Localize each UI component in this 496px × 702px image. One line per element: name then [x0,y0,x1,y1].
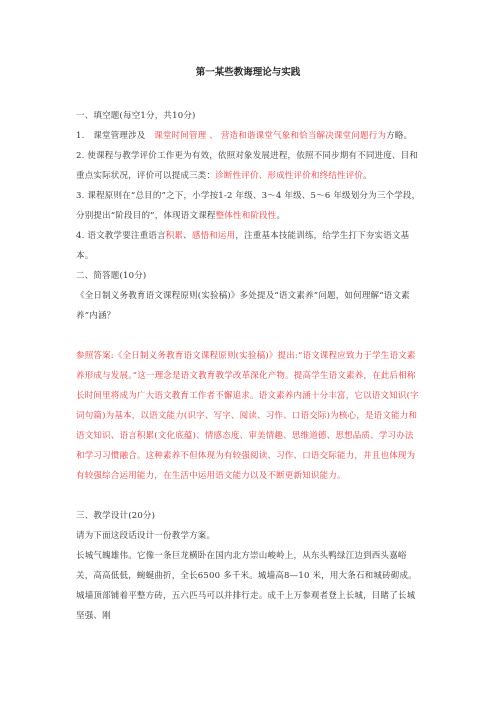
q3-text-b: 。 [276,211,286,221]
q2-text-a: 2. 使课程与教学评价工作更为有效，依照对象发展进程，依照不同步期有不同进度、目和重点实际状况，评价可以提成三类： [76,151,419,181]
design-instruction: 请为下面这段话设计一份教学方案。 [76,531,216,541]
q1-text-b: 方略。 [386,131,413,141]
page-title: 第一某些教诲理论与实践 [195,67,301,78]
section-1-heading: 一、填空题(每空1分，共10分) [76,111,196,121]
section-3-heading: 三、教学设计(20分) [76,511,156,521]
fill-blank-q3 [76,186,422,226]
q4-separator: 、 [183,231,192,241]
section-2-heading: 二、简答题(10分) [76,271,147,281]
q1-number: 1. [76,131,85,141]
q1-separator: 、 [209,131,218,141]
fill-blank-q1 [76,126,422,146]
q4-answer-2: 感悟和运用 [191,231,236,241]
q1-text-a: 课堂管理涉及 [93,131,146,141]
short-answer-question: 《全日制义务教育语文课程原则(实验稿)》多处提及“语文素养”问题，如何理解“语文素养”内涵？ [76,291,410,321]
q3-text-a: 3. 课程原则在“总目的”之下，小学按1-2 年级、3～4 年级、5～6 年级划分为三个学段，分别提出“阶段目的”，体现语文课程 [76,191,421,221]
fill-blank-q4 [76,226,422,266]
q4-answer-1: 积累 [165,231,184,241]
q1-answer-2: 营造和谐课堂气象和恰当解决课堂问题行为 [220,131,387,141]
q2-answer: 诊断性评价、形成性评价和终结性评价 [215,171,364,181]
reference-answer: 参照答案:《全日制义务教育语文课程原则(实验稿)》提出:“语文课程应致力于学生语文素养形成与发展。”这一理念是语文教育教学改革深化产物。提高学生语文素养，在此后相称长时间里将成为广大语文教育工作者不懈追求。语文素养内涵十分丰富，它以语文知识(字词句篇)为基本，以语文能力(识字、写字、阅读、习作、口语交际)为核心，是语文能力和语文知识、语言积累(文化底蕴)、情感态度、审美情趣、思维道德、思想品质、学习办法和学习习惯融合。这种素养不但体现为有较强阅读、习作、口语交际能力，并且也体现为有较强综合运用能力，在生活中运用语文能力以及不断更新知识能力。 [76,351,419,481]
q4-text-b: ，注重基本技能训练，给学生打下夯实语文基本。 [76,231,410,261]
passage-text: 长城气魄雄伟。它像一条巨龙横卧在国内北方崇山峻岭上，从东头鸭绿江边到西头嘉峪关，高高低低，蜿蜒曲折，全长6500 多千米。城墙高8—10 米，用大条石和城砖砌成。城墙顶部铺着平整方砖，五六匹马可以并排行走。成千上万参观者登上长城，目睹了长城坚强、刚 [76,551,417,621]
q4-text-a: 4. 语文教学要注重语言 [76,231,166,241]
q2-text-b: 。 [363,171,372,181]
q3-answer: 整体性和阶段性 [215,211,277,221]
q1-answer-1: 课堂时间管理 [154,131,207,141]
fill-blank-q2 [76,146,422,186]
document-body [76,106,422,626]
